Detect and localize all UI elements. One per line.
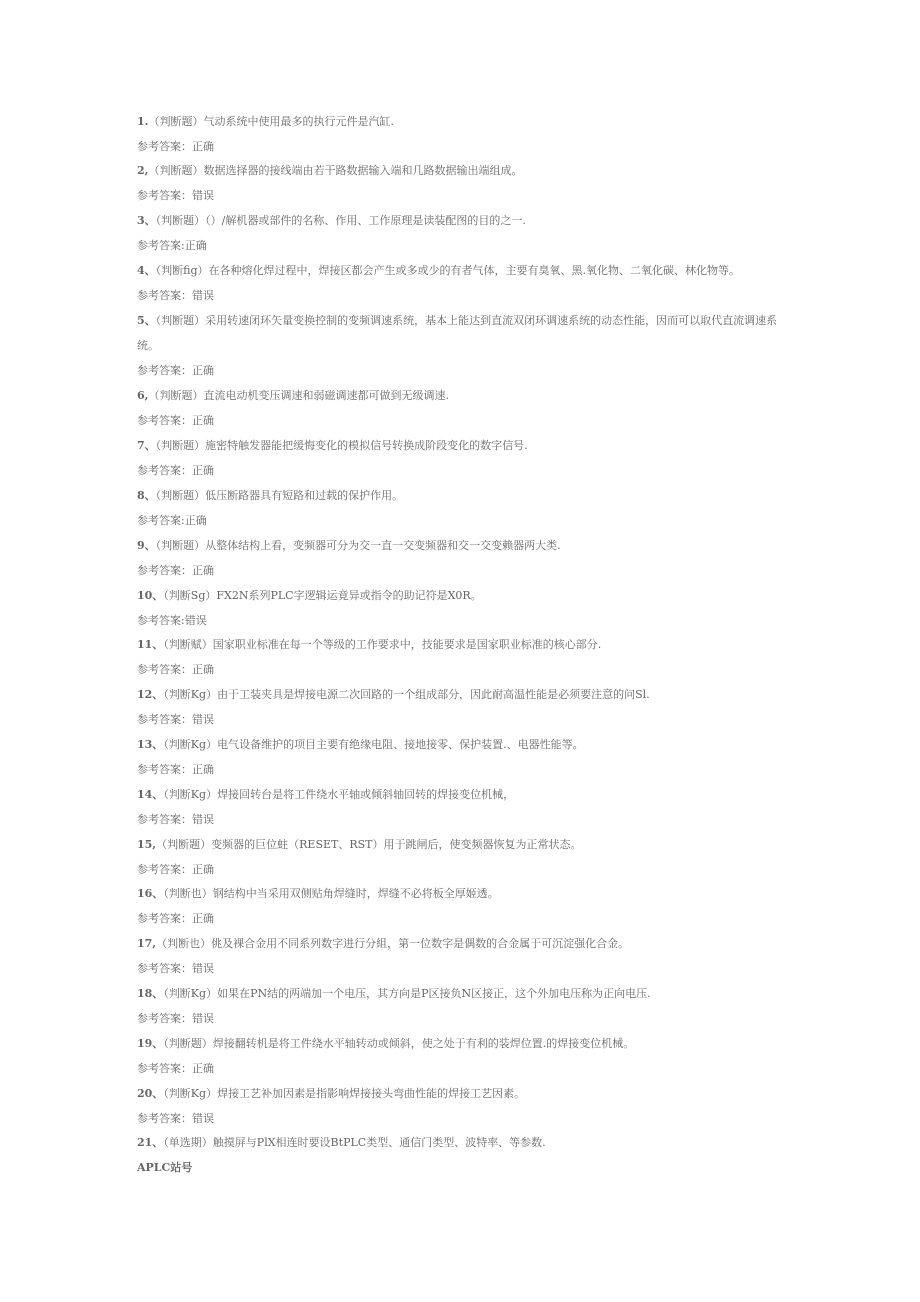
question-13: 13、（判断Kg）电气设备维护的项目主要有绝缘电阻、接地接零、保护装置.、电器性能等。 xyxy=(137,738,584,751)
question-12: 12、（判断Kg）由于工装夹具是焊接电源二次回路的一个组成部分，因此耐高温性能是必须要注意的问Sl. xyxy=(137,688,650,701)
answer-16: 参考答案：正确 xyxy=(137,912,214,925)
question-16: 16、（判断也）钢结构中当采用双侧贴角焊缝时，焊缝不必将板全厚姬透。 xyxy=(137,887,499,900)
question-3: 3、（判断题）（）/解机器或部件的名称、作用、工作原理是读装配图的目的之一. xyxy=(137,214,526,227)
question-21: 21、（单选期）触摸屏与PlX相连时要设BtPLC类型、通信门类型、波特率、等参数. xyxy=(137,1136,546,1149)
answer-14: 参考答案：错误 xyxy=(137,813,214,826)
answer-10: 参考答案:错误 xyxy=(137,614,207,627)
answer-12: 参考答案：错误 xyxy=(137,713,214,726)
question-6: 6,（判断题）直流电动机变压调速和弱磁调速都可做到无级调速. xyxy=(137,389,449,402)
question-14: 14、（判断Kg）焊接回转台是将工件绕水平轴或倾斜轴回转的焊接变位机械， xyxy=(137,788,515,801)
question-15: 15,（判断题）变频器的巨位蛀（RESET、RST）用于跳闸后，使变频器恢复为正常状态。 xyxy=(137,838,582,851)
question-7: 7、（判断题）施密特触发器能把缓悔变化的模拟信号转换成阶段变化的数字信号. xyxy=(137,439,528,452)
question-4: 4、（判断fig）在各种熔化焊过程中，焊接区都会产生或多或少的有者气体，主要有臭氧、黑.氧化物、二氧化碳、林化物等。 xyxy=(137,264,741,277)
question-20: 20、（判断Kg）焊接工艺补加因素是指影响焊接接头弯曲性能的焊接工艺因素。 xyxy=(137,1087,526,1100)
answer-18: 参考答案：错误 xyxy=(137,1012,214,1025)
question-8: 8、（判断题）低压断路器具有短路和过载的保护作用。 xyxy=(137,489,404,502)
answer-9: 参考答案：正确 xyxy=(137,564,214,577)
question-10: 10、（判断Sg）FX2N系列PLC字逻辑运竟异或指令的助记符是X0R。 xyxy=(137,589,482,602)
question-19: 19、（判断题）焊接翻转机是将工件绕水平轴转动或倾斜，使之处于有利的装焊位置.的焊接变位机械。 xyxy=(137,1037,635,1050)
answer-20: 参考答案：错误 xyxy=(137,1112,214,1125)
answer-1: 参考答案：正确 xyxy=(137,140,214,153)
answer-4: 参考答案：错误 xyxy=(137,289,214,302)
answer-2: 参考答案：错误 xyxy=(137,189,214,202)
question-2: 2,（判断题）数据选择器的接线端由若干路数据输入端和几路数据输出端组成。 xyxy=(137,164,523,177)
answer-5: 参考答案：正确 xyxy=(137,364,214,377)
question-9: 9、（判断题）从整体结构上看，变频器可分为交一直一交变频器和交一交变赖器两大类. xyxy=(137,539,561,552)
answer-11: 参考答案：正确 xyxy=(137,663,214,676)
answer-8: 参考答案:正确 xyxy=(137,514,207,527)
question-17: 17,（判断也）佻及裸合金用不同系列数字进行分組，第一位数字是偶数的合金属于可沉淀强化合金。 xyxy=(137,937,630,950)
answer-7: 参考答案：正确 xyxy=(137,464,214,477)
question-11: 11、（判断赋）国家职业标准在每一个等级的工作要求中，技能要求是国家职业标准的核心部分. xyxy=(137,638,602,651)
answer-6: 参考答案：正确 xyxy=(137,414,214,427)
option-a: APLC站号 xyxy=(137,1161,193,1174)
answer-13: 参考答案：正确 xyxy=(137,763,214,776)
question-18: 18、（判断Kg）如果在PN结的两端加一个电压，其方向是P区接负N区接正，这个外加电压称为正向电压. xyxy=(137,987,651,1000)
answer-3: 参考答案:正确 xyxy=(137,239,207,252)
answer-15: 参考答案：正确 xyxy=(137,863,214,876)
answer-19: 参考答案：正确 xyxy=(137,1062,214,1075)
question-1: 1.（判断题）气动系统中使用最多的执行元件是汽缸. xyxy=(137,115,394,128)
question-5: 5、（判断题）采用转速闭环矢量变换控制的变频调速系统，基本上能达到直流双闭环调速系统的动态性能，因而可以取代直流调速系统。 xyxy=(137,314,778,352)
answer-17: 参考答案：错误 xyxy=(137,962,214,975)
